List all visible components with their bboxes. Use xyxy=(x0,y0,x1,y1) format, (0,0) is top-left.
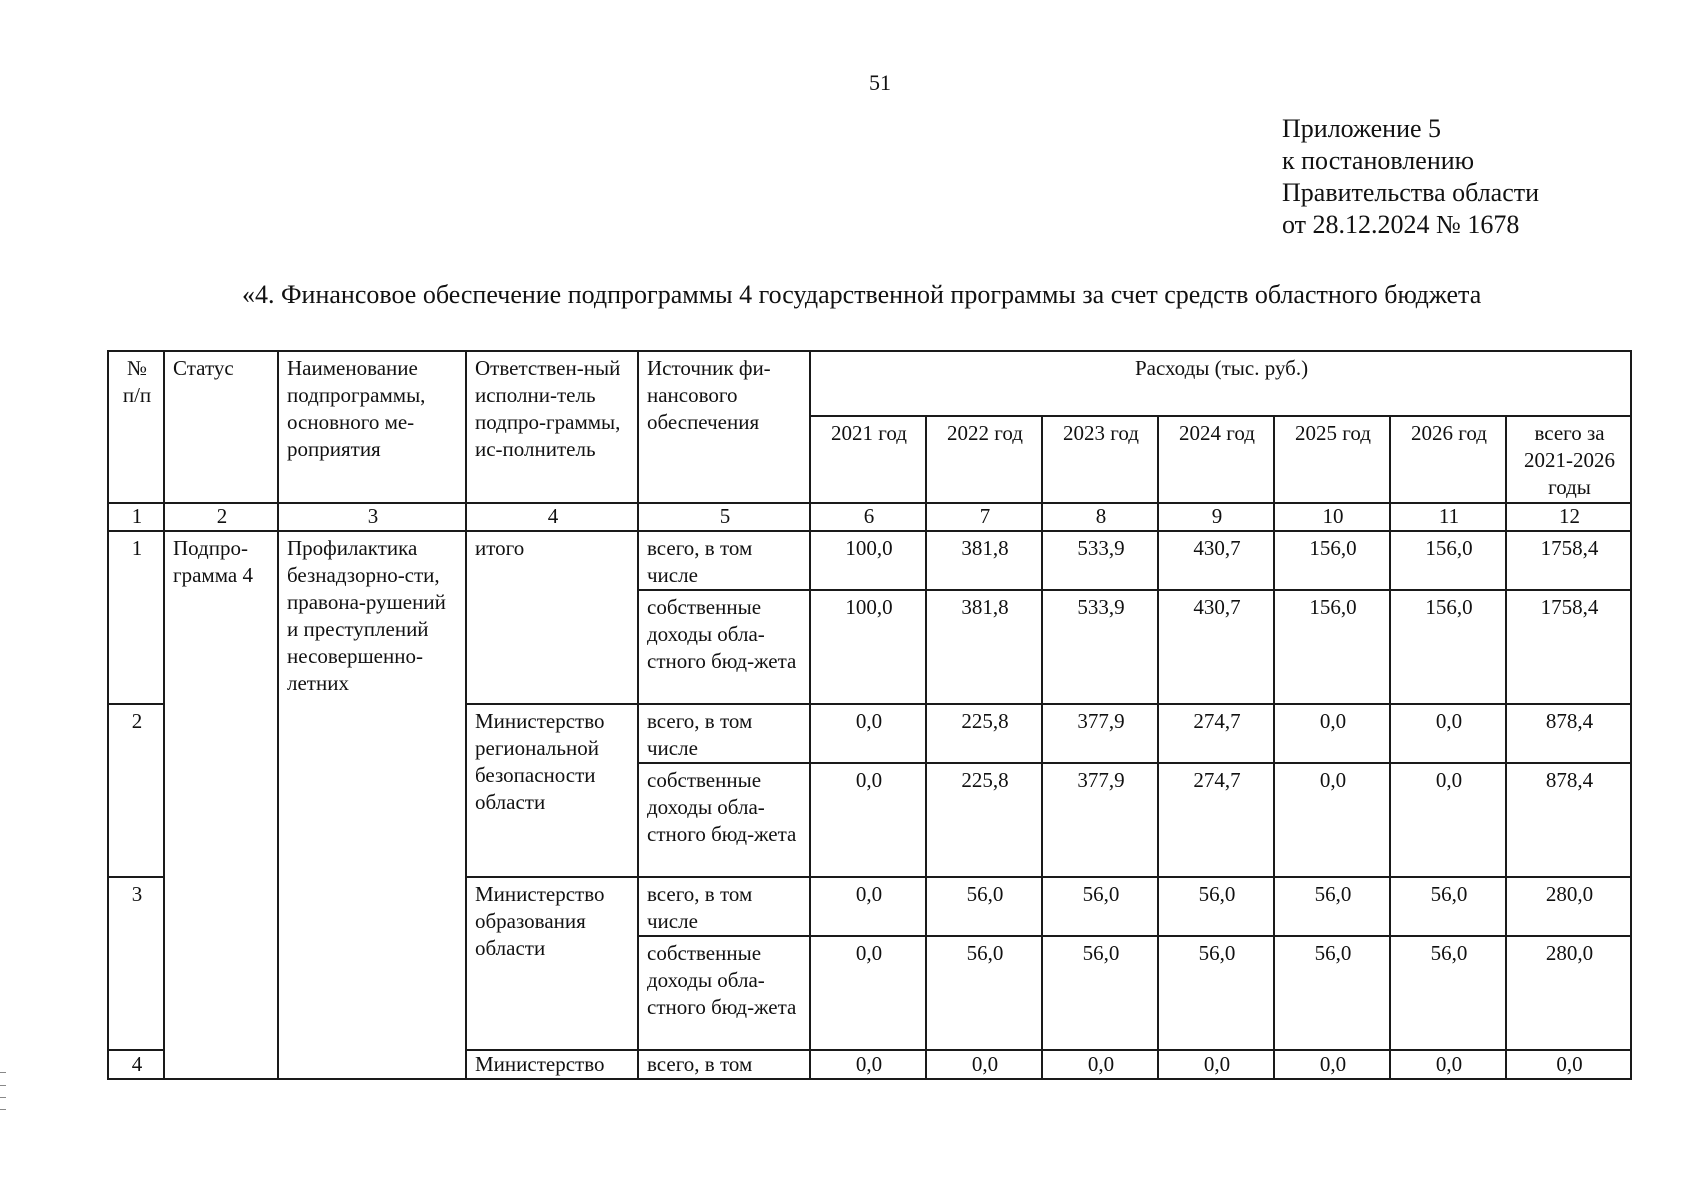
value-cell: 381,8 xyxy=(926,590,1042,704)
executor-cell: Министерство образования области xyxy=(466,877,638,1050)
value-cell: 0,0 xyxy=(810,704,926,763)
column-index-cell: 8 xyxy=(1042,503,1158,531)
source-cell: всего, в том xyxy=(638,1050,810,1079)
source-cell: собственные доходы обла-стного бюд-жета xyxy=(638,936,810,1050)
value-cell: 100,0 xyxy=(810,590,926,704)
value-cell: 1758,4 xyxy=(1506,531,1631,590)
column-index-row xyxy=(108,503,1631,531)
source-cell: всего, в том числе xyxy=(638,704,810,763)
value-cell: 0,0 xyxy=(1274,1050,1390,1079)
value-cell: 156,0 xyxy=(1390,590,1506,704)
value-cell: 1758,4 xyxy=(1506,590,1631,704)
value-cell: 56,0 xyxy=(1274,877,1390,936)
row-number: 4 xyxy=(108,1050,164,1079)
value-cell: 0,0 xyxy=(810,1050,926,1079)
value-cell: 280,0 xyxy=(1506,936,1631,1050)
value-cell: 377,9 xyxy=(1042,704,1158,763)
value-cell: 156,0 xyxy=(1274,531,1390,590)
value-cell: 156,0 xyxy=(1390,531,1506,590)
value-cell: 430,7 xyxy=(1158,590,1274,704)
appendix-line: к постановлению xyxy=(1282,146,1475,175)
column-index-cell: 2 xyxy=(164,503,278,531)
column-index-cell: 5 xyxy=(638,503,810,531)
row-number: 2 xyxy=(108,704,164,877)
value-cell: 56,0 xyxy=(926,936,1042,1050)
header-total: всего за 2021-2026 годы xyxy=(1506,416,1631,503)
value-cell: 56,0 xyxy=(1390,936,1506,1050)
executor-cell: Министерство xyxy=(466,1050,638,1079)
value-cell: 0,0 xyxy=(810,763,926,877)
column-index-cell: 12 xyxy=(1506,503,1631,531)
value-cell: 56,0 xyxy=(1158,936,1274,1050)
header-year-2023: 2023 год xyxy=(1042,416,1158,503)
value-cell: 0,0 xyxy=(810,936,926,1050)
source-cell: всего, в том числе xyxy=(638,877,810,936)
value-cell: 0,0 xyxy=(1158,1050,1274,1079)
header-name: Наименование подпрограммы, основного ме-роприятия xyxy=(278,351,466,503)
value-cell: 0,0 xyxy=(1506,1050,1631,1079)
column-index-cell: 11 xyxy=(1390,503,1506,531)
value-cell: 533,9 xyxy=(1042,531,1158,590)
value-cell: 280,0 xyxy=(1506,877,1631,936)
executor-cell: Министерство региональной безопасности области xyxy=(466,704,638,877)
value-cell: 56,0 xyxy=(1158,877,1274,936)
value-cell: 381,8 xyxy=(926,531,1042,590)
header-year-2021: 2021 год xyxy=(810,416,926,503)
source-cell: всего, в том числе xyxy=(638,531,810,590)
appendix-block xyxy=(1282,113,1539,241)
table-row xyxy=(108,531,1631,590)
header-year-2022: 2022 год xyxy=(926,416,1042,503)
header-status: Статус xyxy=(164,351,278,503)
appendix-line: от 28.12.2024 № 1678 xyxy=(1282,210,1520,239)
executor-cell: итого xyxy=(466,531,638,704)
value-cell: 0,0 xyxy=(1274,704,1390,763)
value-cell: 0,0 xyxy=(1042,1050,1158,1079)
source-cell: собственные доходы обла-стного бюд-жета xyxy=(638,763,810,877)
value-cell: 56,0 xyxy=(1042,936,1158,1050)
value-cell: 56,0 xyxy=(926,877,1042,936)
value-cell: 274,7 xyxy=(1158,704,1274,763)
value-cell: 878,4 xyxy=(1506,763,1631,877)
column-index-cell: 6 xyxy=(810,503,926,531)
value-cell: 878,4 xyxy=(1506,704,1631,763)
margin-mark xyxy=(0,1072,6,1110)
value-cell: 56,0 xyxy=(1390,877,1506,936)
value-cell: 225,8 xyxy=(926,763,1042,877)
value-cell: 0,0 xyxy=(926,1050,1042,1079)
source-cell: собственные доходы обла-стного бюд-жета xyxy=(638,590,810,704)
value-cell: 0,0 xyxy=(1274,763,1390,877)
column-index-cell: 7 xyxy=(926,503,1042,531)
header-year-2025: 2025 год xyxy=(1274,416,1390,503)
column-index-cell: 9 xyxy=(1158,503,1274,531)
header-executor: Ответствен-ный исполни-тель подпро-граммы, ис-полнитель xyxy=(466,351,638,503)
header-num: № п/п xyxy=(108,351,164,503)
page-number: 51 xyxy=(869,70,891,95)
appendix-line: Приложение 5 xyxy=(1282,114,1442,143)
value-cell: 274,7 xyxy=(1158,763,1274,877)
value-cell: 225,8 xyxy=(926,704,1042,763)
document-title: «4. Финансовое обеспечение подпрограммы 4 государственной программы за счет средств областного бюджета xyxy=(242,280,1482,309)
row-number: 1 xyxy=(108,531,164,704)
value-cell: 377,9 xyxy=(1042,763,1158,877)
header-expenses: Расходы (тыс. руб.) xyxy=(810,351,1631,416)
column-index-cell: 10 xyxy=(1274,503,1390,531)
column-index-cell: 4 xyxy=(466,503,638,531)
value-cell: 0,0 xyxy=(1390,763,1506,877)
financing-table xyxy=(107,350,1632,1080)
value-cell: 0,0 xyxy=(1390,704,1506,763)
header-year-2026: 2026 год xyxy=(1390,416,1506,503)
row-number: 3 xyxy=(108,877,164,1050)
value-cell: 156,0 xyxy=(1274,590,1390,704)
value-cell: 100,0 xyxy=(810,531,926,590)
value-cell: 56,0 xyxy=(1042,877,1158,936)
program-name-cell: Профилактика безнадзорно-сти, правона-рушений и преступлений несовершенно-летних xyxy=(278,531,466,1079)
header-year-2024: 2024 год xyxy=(1158,416,1274,503)
column-index-cell: 1 xyxy=(108,503,164,531)
value-cell: 533,9 xyxy=(1042,590,1158,704)
value-cell: 0,0 xyxy=(1390,1050,1506,1079)
value-cell: 56,0 xyxy=(1274,936,1390,1050)
appendix-line: Правительства области xyxy=(1282,178,1540,207)
value-cell: 0,0 xyxy=(810,877,926,936)
value-cell: 430,7 xyxy=(1158,531,1274,590)
column-index-cell: 3 xyxy=(278,503,466,531)
status-cell: Подпро-грамма 4 xyxy=(164,531,278,1079)
header-source: Источник фи-нансового обеспечения xyxy=(638,351,810,503)
